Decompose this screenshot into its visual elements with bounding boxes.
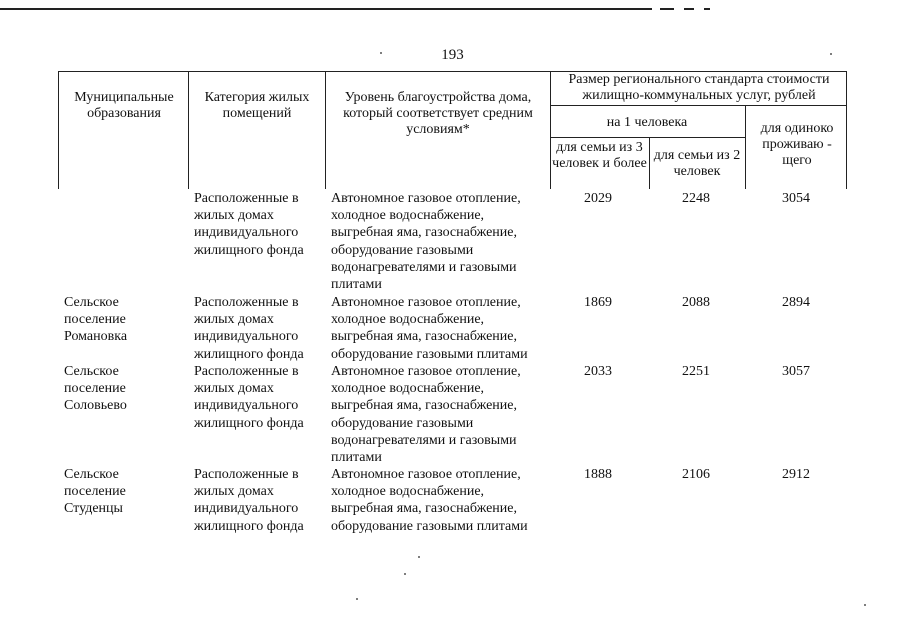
top-rule — [0, 8, 652, 10]
header-family-3: для семьи из 3 человек и более — [552, 140, 647, 171]
top-rule-dash — [660, 8, 674, 10]
header-per-person: на 1 человека — [606, 115, 688, 130]
header-standard: Размер регионального стандарта стоимости жилищно-коммунальных услуг, рублей — [568, 72, 830, 103]
row-value-single: 3057 — [782, 364, 810, 379]
row-category: Расположенные в жилых домах индивидуального жилищного фонда — [194, 467, 304, 534]
row-municipality: Сельское поселение Романовка — [64, 295, 128, 345]
row-level: Автономное газовое отопление, холодное водоснабжение, выгребная яма, газоснабжение, оборудование газовыми водонагревателями и газовыми плитами — [331, 364, 521, 466]
header-level: Уровень благоустройства дома, который соответствует средним условиям* — [343, 90, 533, 137]
row-municipality: Сельское поселение Соловьево — [64, 364, 127, 414]
scan-speck — [864, 604, 866, 606]
row-value-family-2: 2088 — [682, 295, 710, 310]
row-value-family-3: 1888 — [584, 467, 612, 482]
top-rule-dash — [704, 8, 710, 10]
row-value-family-2: 2106 — [682, 467, 710, 482]
header-category: Категория жилых помещений — [204, 90, 310, 121]
row-value-family-3: 1869 — [584, 295, 612, 310]
row-category: Расположенные в жилых домах индивидуального жилищного фонда — [194, 295, 304, 362]
page-number: 193 — [441, 47, 464, 63]
header-vline — [58, 71, 59, 189]
header-divider — [550, 137, 745, 138]
row-value-family-2: 2248 — [682, 191, 710, 206]
header-vline — [846, 71, 847, 189]
header-vline — [188, 71, 189, 189]
row-value-family-3: 2033 — [584, 364, 612, 379]
header-single: для одиноко проживаю - щего — [760, 121, 834, 168]
row-value-single: 2894 — [782, 295, 810, 310]
row-value-family-3: 2029 — [584, 191, 612, 206]
header-vline — [550, 71, 551, 189]
header-vline — [325, 71, 326, 189]
row-level: Автономное газовое отопление, холодное водоснабжение, выгребная яма, газоснабжение, оборудование газовыми плитами — [331, 467, 528, 534]
row-category: Расположенные в жилых домах индивидуального жилищного фонда — [194, 364, 304, 431]
scan-speck — [830, 53, 832, 55]
scan-speck — [404, 573, 406, 575]
header-vline — [745, 105, 746, 189]
row-value-family-2: 2251 — [682, 364, 710, 379]
top-rule-dash — [684, 8, 694, 10]
scan-speck — [380, 52, 382, 54]
header-divider — [550, 105, 847, 106]
row-value-single: 2912 — [782, 467, 810, 482]
scan-speck — [356, 598, 358, 600]
table-header — [58, 71, 847, 189]
header-vline — [649, 137, 650, 189]
row-municipality: Сельское поселение Студенцы — [64, 467, 126, 517]
header-municipality: Муниципальные образования — [74, 90, 174, 121]
scan-speck — [418, 556, 420, 558]
row-level: Автономное газовое отопление, холодное водоснабжение, выгребная яма, газоснабжение, оборудование газовыми плитами — [331, 295, 528, 362]
row-value-single: 3054 — [782, 191, 810, 206]
row-level: Автономное газовое отопление, холодное водоснабжение, выгребная яма, газоснабжение, оборудование газовыми водонагревателями и газовыми плитами — [331, 191, 521, 293]
header-family-2: для семьи из 2 человек — [653, 148, 741, 179]
row-category: Расположенные в жилых домах индивидуального жилищного фонда — [194, 191, 304, 258]
